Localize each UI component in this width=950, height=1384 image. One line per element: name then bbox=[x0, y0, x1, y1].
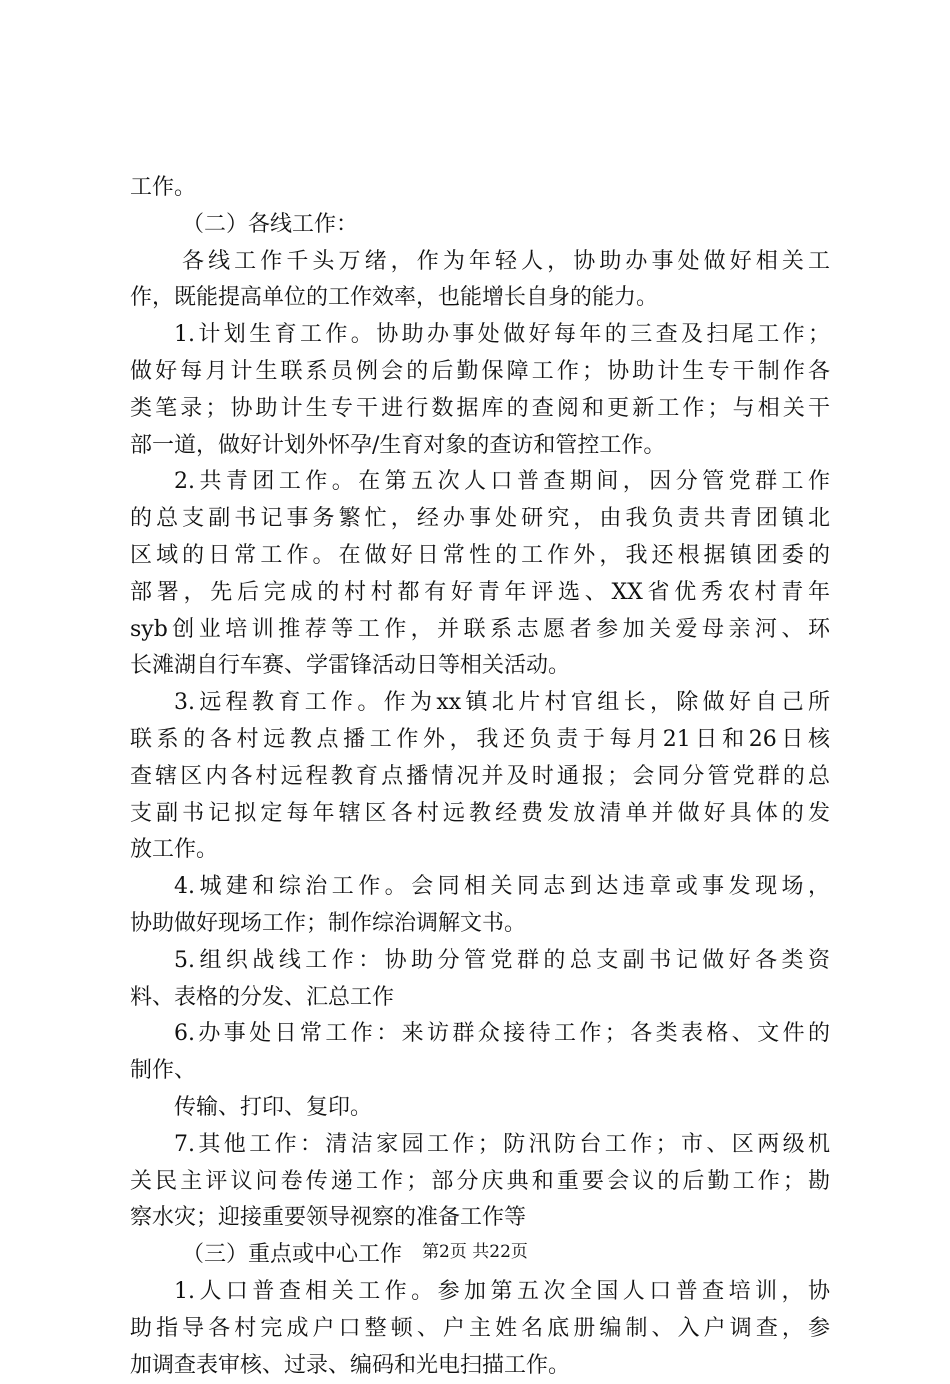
text-line: 查辖区内各村远程教育点播情况并及时通报；会同分管党群的总 bbox=[130, 759, 830, 796]
text-line: 助指导各村完成户口整顿、户主姓名底册编制、入户调查，参 bbox=[130, 1311, 830, 1348]
text-line: 联系的各村远教点播工作外，我还负责于每月21日和26日核 bbox=[130, 722, 830, 759]
page-number-footer: 第2页 共22页 bbox=[0, 1240, 950, 1264]
text-line: 部一道，做好计划外怀孕/生育对象的查访和管控工作。 bbox=[130, 428, 830, 465]
text-line: 3.远程教育工作。作为xx镇北片村官组长，除做好自己所 bbox=[130, 685, 830, 722]
text-line: 关民主评议问卷传递工作；部分庆典和重要会议的后勤工作；勘 bbox=[130, 1164, 830, 1201]
text-line: 作，既能提高单位的工作效率，也能增长自身的能力。 bbox=[130, 280, 830, 317]
text-line: 工作。 bbox=[130, 170, 830, 207]
text-line: 长滩湖自行车赛、学雷锋活动日等相关活动。 bbox=[130, 648, 830, 685]
text-line: 放工作。 bbox=[130, 832, 830, 869]
text-line: 制作、 bbox=[130, 1053, 830, 1090]
text-line: 6.办事处日常工作：来访群众接待工作；各类表格、文件的 bbox=[130, 1016, 830, 1053]
text-line: 类笔录；协助计生专干进行数据库的查阅和更新工作；与相关干 bbox=[130, 391, 830, 428]
text-line: 1.人口普查相关工作。参加第五次全国人口普查培训，协 bbox=[130, 1274, 830, 1311]
text-line: 部署，先后完成的村村都有好青年评选、XX省优秀农村青年 bbox=[130, 575, 830, 612]
document-body bbox=[130, 170, 830, 1384]
text-line: 的总支副书记事务繁忙，经办事处研究，由我负责共青团镇北 bbox=[130, 501, 830, 538]
text-line: 4.城建和综治工作。会同相关同志到达违章或事发现场， bbox=[130, 869, 830, 906]
text-line: 2.共青团工作。在第五次人口普查期间，因分管党群工作 bbox=[130, 464, 830, 501]
text-line: syb创业培训推荐等工作，并联系志愿者参加关爱母亲河、环 bbox=[130, 612, 830, 649]
text-line: 支副书记拟定每年辖区各村远教经费发放清单并做好具体的发 bbox=[130, 796, 830, 833]
text-line: 协助做好现场工作；制作综治调解文书。 bbox=[130, 906, 830, 943]
text-line: 加调查表审核、过录、编码和光电扫描工作。 bbox=[130, 1348, 830, 1384]
text-line: 1.计划生育工作。协助办事处做好每年的三查及扫尾工作； bbox=[130, 317, 830, 354]
text-line: 做好每月计生联系员例会的后勤保障工作；协助计生专干制作各 bbox=[130, 354, 830, 391]
text-line: 5.组织战线工作：协助分管党群的总支副书记做好各类资 bbox=[130, 943, 830, 980]
section-heading: （三）重点或中心工作 bbox=[130, 1237, 830, 1274]
text-line: 察水灾；迎接重要领导视察的准备工作等 bbox=[130, 1200, 830, 1237]
text-line: 各线工作千头万绪，作为年轻人，协助办事处做好相关工 bbox=[130, 244, 830, 281]
text-line: 7.其他工作：清洁家园工作；防汛防台工作；市、区两级机 bbox=[130, 1127, 830, 1164]
text-line: 区域的日常工作。在做好日常性的工作外，我还根据镇团委的 bbox=[130, 538, 830, 575]
text-line: 料、表格的分发、汇总工作 bbox=[130, 980, 830, 1017]
text-line: 传输、打印、复印。 bbox=[130, 1090, 830, 1127]
section-heading: （二）各线工作： bbox=[130, 207, 830, 244]
